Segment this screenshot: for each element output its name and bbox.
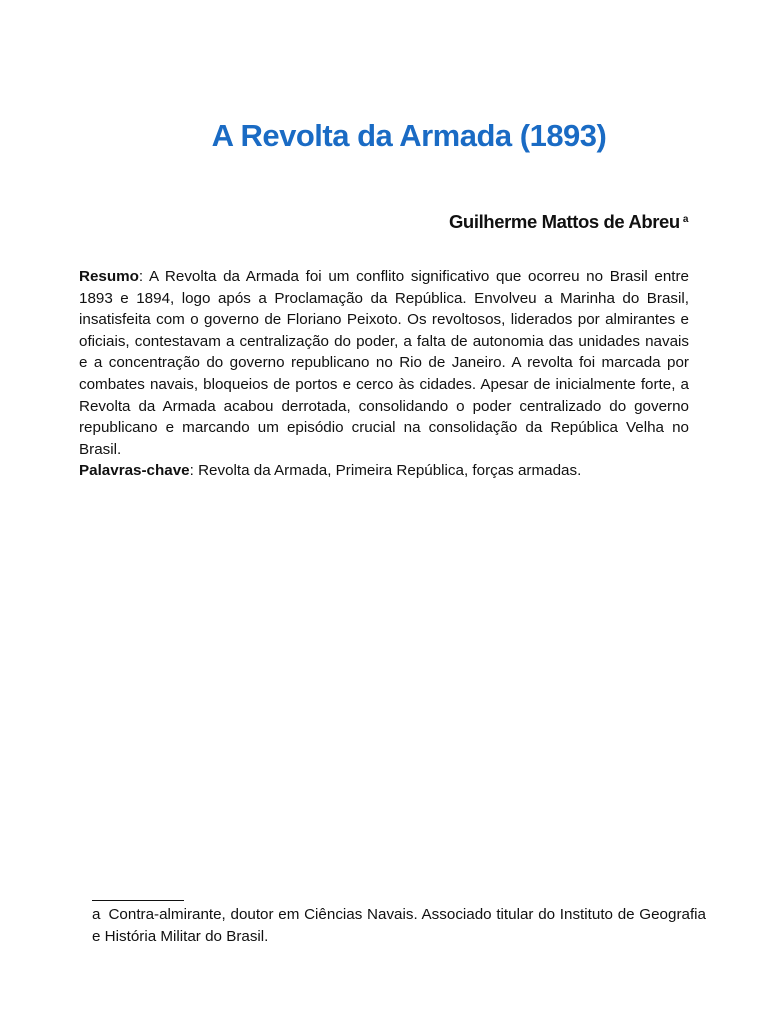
abstract-text: : A Revolta da Armada foi um conflito significativo que ocorreu no Brasil entre 1893 e 1894, logo após a Proclamação da República. Envolveu a Marinha do Brasil, insatisfeita com o governo de Floriano Peixoto. Os revoltosos, liderados por almirantes e oficiais, contestavam a centralização do poder, a falta de autonomia das unidades navais e a concentração do governo republicano no Rio de Janeiro. A revolta foi marcada por combates navais, bloqueios de portos e cerco às cidades. Apesar de inicialmente forte, a Revolta da Armada acabou derrotada, consolidando o poder centralizado do governo republicano e marcando um episódio crucial na consolidação da República Velha no Brasil. [79,268,689,458]
abstract-block [79,266,689,482]
footnote-mark: a [92,906,101,923]
author-footnote-mark: a [682,214,688,225]
author-line [449,211,688,233]
footnote-text: Contra-almirante, doutor em Ciências Navais. Associado titular do Instituto de Geografia e História Militar do Brasil. [92,906,706,945]
keywords-text: : Revolta da Armada, Primeira República, forças armadas. [189,462,582,480]
footnote [92,904,706,947]
paper-title: A Revolta da Armada (1893) [211,118,607,153]
abstract-label: Resumo [79,268,139,285]
author-name: Guilherme Mattos de Abreu [448,211,680,232]
keywords-label: Palavras-chave [79,462,190,480]
footnote-divider [92,900,184,901]
